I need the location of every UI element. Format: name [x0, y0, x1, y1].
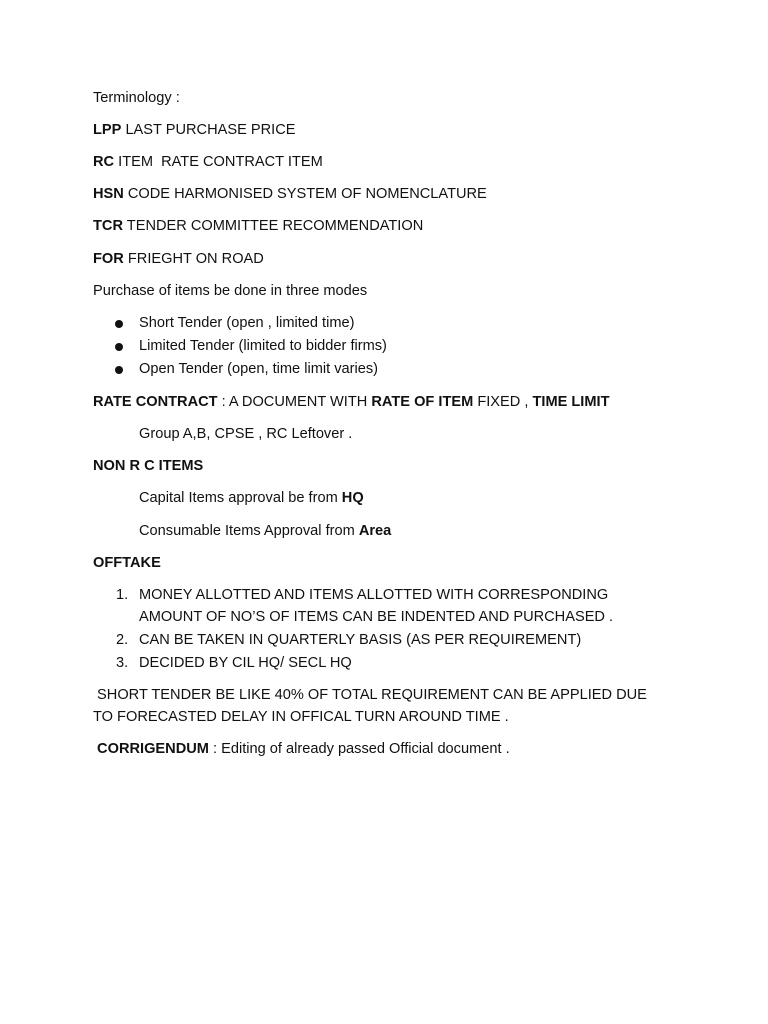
rate-contract-definition	[93, 392, 609, 412]
term-abbr: LPP	[93, 122, 122, 138]
list-item: DECIDED BY CIL HQ/ SECL HQ	[139, 655, 352, 671]
term-abbr: FOR	[93, 251, 124, 267]
offtake-heading: OFFTAKE	[93, 555, 161, 571]
list-item: MONEY ALLOTTED AND ITEMS ALLOTTED WITH CORRESPONDING	[139, 587, 609, 603]
bullet-icon	[115, 320, 123, 328]
short-tender-note-line1: SHORT TENDER BE LIKE 40% OF TOTAL REQUIREMENT CAN BE APPLIED DUE	[93, 687, 647, 703]
rate-contract-text: FIXED ,	[473, 394, 533, 410]
list-item: Short Tender (open , limited time)	[139, 315, 355, 331]
list-item-continuation: AMOUNT OF NO’S OF ITEMS CAN BE INDENTED AND PURCHASED .	[139, 609, 614, 625]
term-def: FRIEGHT ON ROAD	[123, 251, 264, 267]
corrigendum-definition	[93, 739, 510, 759]
term-def: TENDER COMMITTEE RECOMMENDATION	[123, 218, 424, 234]
term-rc	[93, 152, 323, 172]
capital-items-bold: HQ	[341, 490, 364, 506]
term-def: ITEM RATE CONTRACT ITEM	[114, 154, 323, 170]
list-number: 2.	[116, 632, 129, 648]
capital-items-text: Capital Items approval be from	[139, 490, 342, 506]
term-hsn	[93, 184, 487, 204]
list-item: Limited Tender (limited to bidder firms)	[139, 338, 387, 354]
capital-items-line	[139, 488, 364, 508]
term-def: CODE HARMONISED SYSTEM OF NOMENCLATURE	[123, 186, 487, 202]
terminology-heading: Terminology :	[93, 90, 180, 106]
term-abbr: RC	[93, 154, 115, 170]
bullet-icon	[115, 366, 123, 374]
modes-intro: Purchase of items be done in three modes	[93, 283, 368, 299]
consumable-items-bold: Area	[358, 523, 392, 539]
term-tcr	[93, 216, 423, 236]
term-abbr: TCR	[93, 218, 123, 234]
non-rc-heading: NON R C ITEMS	[93, 458, 204, 474]
term-abbr: HSN	[93, 186, 124, 202]
corrigendum-label: CORRIGENDUM	[93, 741, 209, 757]
list-number: 3.	[116, 655, 129, 671]
list-item: Open Tender (open, time limit varies)	[139, 361, 379, 377]
list-number: 1.	[116, 587, 129, 603]
rate-contract-label: RATE CONTRACT	[93, 394, 218, 410]
term-def: LAST PURCHASE PRICE	[121, 122, 296, 138]
bullet-icon	[115, 343, 123, 351]
rate-contract-bold: RATE OF ITEM	[371, 394, 474, 410]
rate-contract-groups: Group A,B, CPSE , RC Leftover .	[139, 426, 353, 442]
term-lpp	[93, 120, 295, 140]
short-tender-note-line2: TO FORECASTED DELAY IN OFFICAL TURN AROUND TIME .	[93, 709, 509, 725]
rate-contract-bold: TIME LIMIT	[532, 394, 610, 410]
rate-contract-text: : A DOCUMENT WITH	[217, 394, 372, 410]
consumable-items-text: Consumable Items Approval from	[139, 523, 359, 539]
term-for	[93, 249, 264, 269]
consumable-items-line	[139, 521, 391, 541]
corrigendum-text: : Editing of already passed Official document .	[208, 741, 510, 757]
list-item: CAN BE TAKEN IN QUARTERLY BASIS (AS PER REQUIREMENT)	[139, 632, 582, 648]
